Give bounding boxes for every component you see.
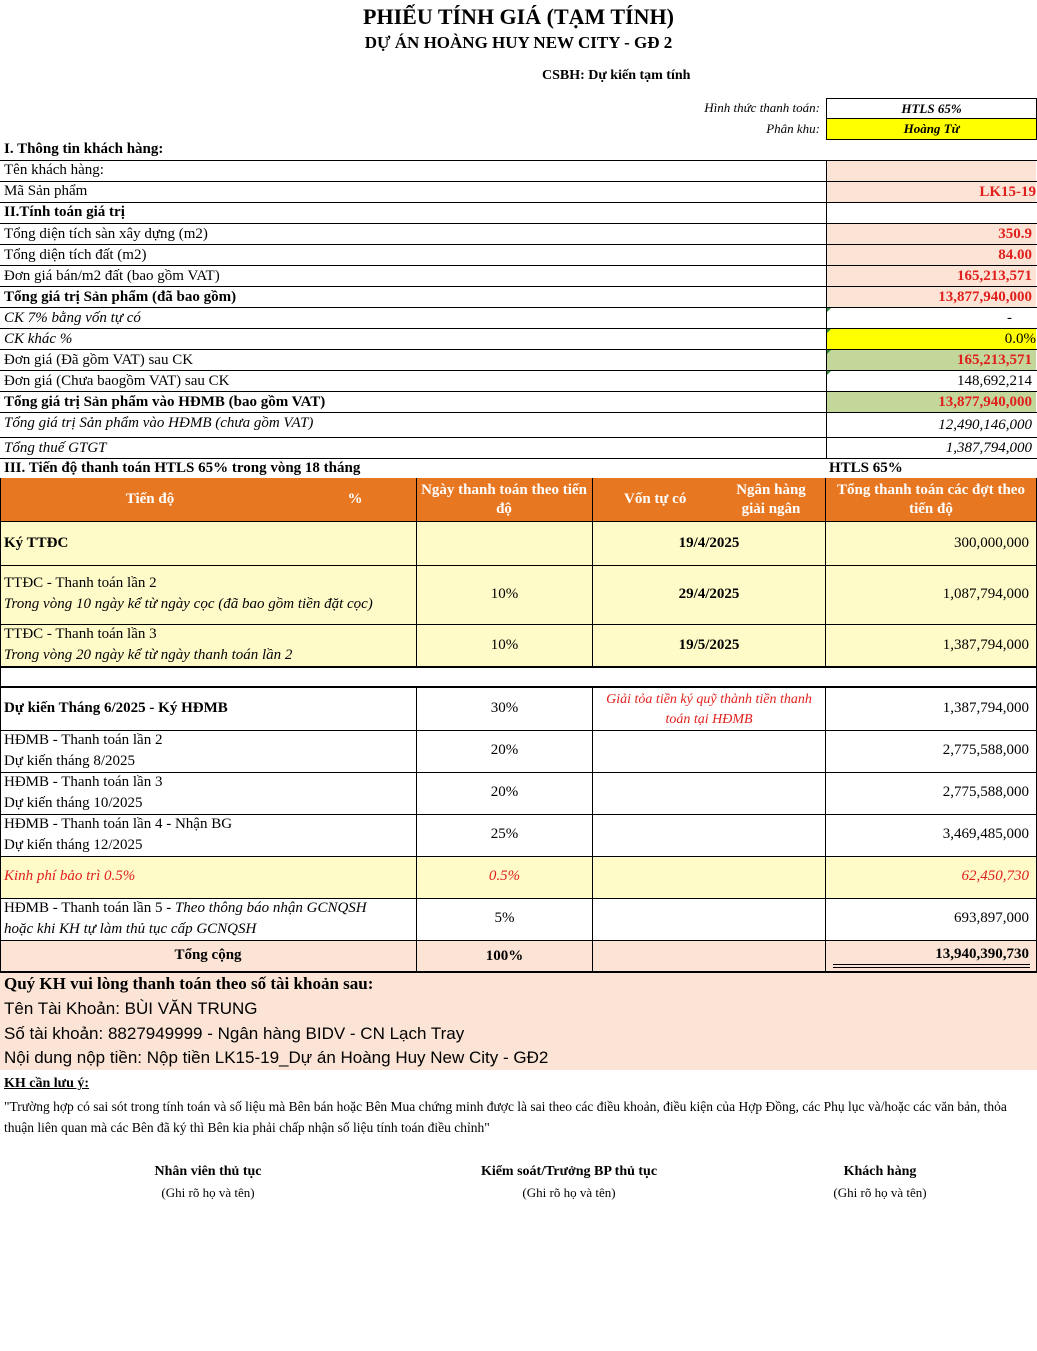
schedule-row-amount: 3,469,485,000 bbox=[942, 826, 1029, 842]
schedule-row-label: Dự kiến Tháng 6/2025 - Ký HĐMB bbox=[4, 700, 228, 716]
schedule-row-amount: 693,897,000 bbox=[954, 910, 1029, 926]
contract-total-value: 13,877,940,000 bbox=[826, 392, 1036, 413]
discount-7-value[interactable]: - bbox=[1007, 310, 1012, 326]
product-code-label: Mã Sản phẩm bbox=[4, 183, 88, 199]
schedule-row-label: TTĐC - Thanh toán lần 3 bbox=[4, 626, 157, 642]
schedule-row-amount: 2,775,588,000 bbox=[942, 784, 1029, 800]
schedule-row-amount: 300,000,000 bbox=[954, 535, 1029, 551]
price-after-discount-label: Đơn giá (Đã gồm VAT) sau CK bbox=[4, 352, 194, 368]
schedule-row-label: HĐMB - Thanh toán lần 2 bbox=[4, 732, 163, 748]
page-subtitle: DỰ ÁN HOÀNG HUY NEW CITY - GĐ 2 bbox=[364, 33, 673, 52]
product-total-value: 13,877,940,000 bbox=[826, 287, 1036, 308]
schedule-row-amount: 62,450,730 bbox=[961, 868, 1029, 884]
unit-price-value: 165,213,571 bbox=[826, 266, 1036, 287]
schedule-row-percent: 25% bbox=[490, 826, 519, 842]
schedule-row-note: Dự kiến tháng 12/2025 bbox=[4, 837, 143, 853]
schedule-row-label: HĐMB - Thanh toán lần 3 bbox=[4, 774, 163, 790]
land-area-value: 84.00 bbox=[826, 245, 1036, 266]
product-code-value[interactable]: LK15-19 bbox=[826, 182, 1036, 203]
schedule-row-amount: 2,775,588,000 bbox=[942, 742, 1029, 758]
notes-title: KH cần lưu ý: bbox=[4, 1076, 90, 1091]
payment-method-value[interactable]: HTLS 65% bbox=[826, 98, 1037, 119]
total-percent: 100% bbox=[485, 948, 524, 964]
price-excl-vat-value: 148,692,214 bbox=[957, 373, 1032, 389]
payment-method-label: Hình thức thanh toán: bbox=[704, 100, 820, 115]
section1-title: I. Thông tin khách hàng: bbox=[4, 141, 164, 157]
schedule-row-note: Trong vòng 10 ngày kể từ ngày cọc (đã bao gồm tiền đặt cọc) bbox=[4, 596, 373, 612]
schedule-row-percent: 10% bbox=[490, 586, 519, 602]
header-progress: Tiến độ bbox=[125, 491, 175, 507]
header-own-capital: Vốn tự có bbox=[624, 491, 687, 507]
discount-other-label: CK khác % bbox=[4, 331, 73, 347]
zone-label: Phân khu: bbox=[766, 121, 820, 136]
schedule-row-label: HĐMB - Thanh toán lần 5 - Theo thông báo nhận GCNQSH bbox=[4, 900, 367, 916]
schedule-row-percent: 10% bbox=[490, 637, 519, 653]
schedule-row-note: Dự kiến tháng 10/2025 bbox=[4, 795, 143, 811]
schedule-row-percent: 20% bbox=[490, 784, 519, 800]
schedule-row-label: Ký TTĐC bbox=[4, 535, 69, 551]
signature-hint-supervisor: (Ghi rõ họ và tên) bbox=[522, 1185, 616, 1200]
payment-content: Nội dung nộp tiền: Nộp tiền LK15-19_Dự án Hoàng Huy New City - GĐ2 bbox=[4, 1048, 549, 1067]
contract-total-excl-vat-value: 12,490,146,000 bbox=[938, 417, 1032, 433]
schedule-row-percent: 30% bbox=[490, 700, 519, 716]
schedule-row-date: 19/4/2025 bbox=[678, 535, 740, 551]
schedule-row-label: HĐMB - Thanh toán lần 4 - Nhận BG bbox=[4, 816, 233, 832]
header-date: Ngày thanh toán theo tiến độ bbox=[421, 482, 587, 517]
header-percent: % bbox=[347, 491, 363, 507]
signature-hint-customer: (Ghi rõ họ và tên) bbox=[833, 1185, 927, 1200]
price-after-discount-value: 165,213,571 bbox=[826, 350, 1036, 371]
schedule-row-note: hoặc khi KH tự làm thủ tục cấp GCNQSH bbox=[4, 921, 257, 937]
bank-info-title: Quý KH vui lòng thanh toán theo số tài khoản sau: bbox=[4, 974, 374, 993]
customer-name-value[interactable] bbox=[826, 161, 1036, 182]
schedule-row-label: Kinh phí bảo trì 0.5% bbox=[4, 868, 136, 884]
signature-role-customer: Khách hàng bbox=[843, 1164, 917, 1179]
schedule-row-amount: 1,387,794,000 bbox=[942, 637, 1029, 653]
contract-total-excl-vat-label: Tổng giá trị Sản phẩm vào HĐMB (chưa gồm VAT) bbox=[4, 415, 314, 431]
total-amount: 13,940,390,730 bbox=[935, 946, 1029, 962]
csbh-label: CSBH: Dự kiến tạm tính bbox=[542, 68, 691, 83]
zone-value[interactable]: Hoàng Từ bbox=[826, 119, 1037, 140]
total-label: Tổng cộng bbox=[174, 947, 242, 963]
schedule-row-label: TTĐC - Thanh toán lần 2 bbox=[4, 575, 157, 591]
account-name: Tên Tài Khoản: BÙI VĂN TRUNG bbox=[4, 999, 258, 1018]
price-excl-vat-label: Đơn giá (Chưa baogồm VAT) sau CK bbox=[4, 373, 230, 389]
floor-area-label: Tổng diện tích sàn xây dựng (m2) bbox=[4, 226, 208, 242]
section3-right-title: HTLS 65% bbox=[829, 460, 903, 476]
discount-other-value[interactable]: 0.0% bbox=[826, 329, 1036, 350]
schedule-row-date: 29/4/2025 bbox=[678, 586, 740, 602]
schedule-row-note: Trong vòng 20 ngày kể từ ngày thanh toán lần 2 bbox=[4, 647, 293, 663]
unit-price-label: Đơn giá bán/m2 đất (bao gồm VAT) bbox=[4, 268, 220, 284]
land-area-label: Tổng diện tích đất (m2) bbox=[4, 247, 147, 263]
schedule-row-percent: 20% bbox=[490, 742, 519, 758]
schedule-row-date: 19/5/2025 bbox=[678, 637, 740, 653]
signature-hint-staff: (Ghi rõ họ và tên) bbox=[161, 1185, 255, 1200]
vat-total-label: Tổng thuế GTGT bbox=[4, 440, 107, 456]
header-total: Tổng thanh toán các đợt theo tiến độ bbox=[837, 482, 1025, 517]
discount-7-label: CK 7% bằng vốn tự có bbox=[4, 310, 141, 326]
schedule-row-note: Dự kiến tháng 8/2025 bbox=[4, 753, 136, 769]
product-total-label: Tổng giá trị Sản phẩm (đã bao gồm) bbox=[4, 289, 237, 305]
signature-role-staff: Nhân viên thủ tục bbox=[154, 1164, 262, 1179]
schedule-row-percent: 0.5% bbox=[488, 868, 521, 884]
account-number: Số tài khoản: 8827949999 - Ngân hàng BIDV - CN Lạch Tray bbox=[4, 1024, 465, 1043]
section3-title: III. Tiến độ thanh toán HTLS 65% trong vòng 18 tháng bbox=[4, 460, 361, 476]
schedule-row-percent: 5% bbox=[494, 910, 515, 926]
schedule-row-amount: 1,387,794,000 bbox=[942, 700, 1029, 716]
signature-role-supervisor: Kiểm soát/Trưởng BP thủ tục bbox=[480, 1164, 658, 1179]
notes-text: "Trường hợp có sai sót trong tính toán và số liệu mà Bên bán hoặc Bên Mua chứng minh được là sai theo các điều khoản, điều kiện của Hợp Đồng, các Phụ lục và/hoặc các văn bản, thỏa thuận liên quan mà các Bên đã ký thì Bên kia phải chấp nhận số liệu tính toán điều chỉnh" bbox=[4, 1099, 1007, 1135]
schedule-row-amount: 1,087,794,000 bbox=[942, 586, 1029, 602]
contract-total-label: Tổng giá trị Sản phẩm vào HĐMB (bao gồm VAT) bbox=[4, 394, 326, 410]
page-title: PHIẾU TÍNH GIÁ (TẠM TÍNH) bbox=[363, 4, 674, 29]
floor-area-value: 350.9 bbox=[826, 224, 1036, 245]
section2-title: II.Tính toán giá trị bbox=[4, 204, 125, 220]
header-bank: Ngân hàng giải ngân bbox=[736, 482, 806, 517]
vat-total-value: 1,387,794,000 bbox=[945, 440, 1032, 456]
customer-name-label: Tên khách hàng: bbox=[4, 162, 104, 178]
schedule-row-escrow-note: Giải tỏa tiền ký quỹ thành tiền thanh toán tại HĐMB bbox=[606, 692, 812, 727]
